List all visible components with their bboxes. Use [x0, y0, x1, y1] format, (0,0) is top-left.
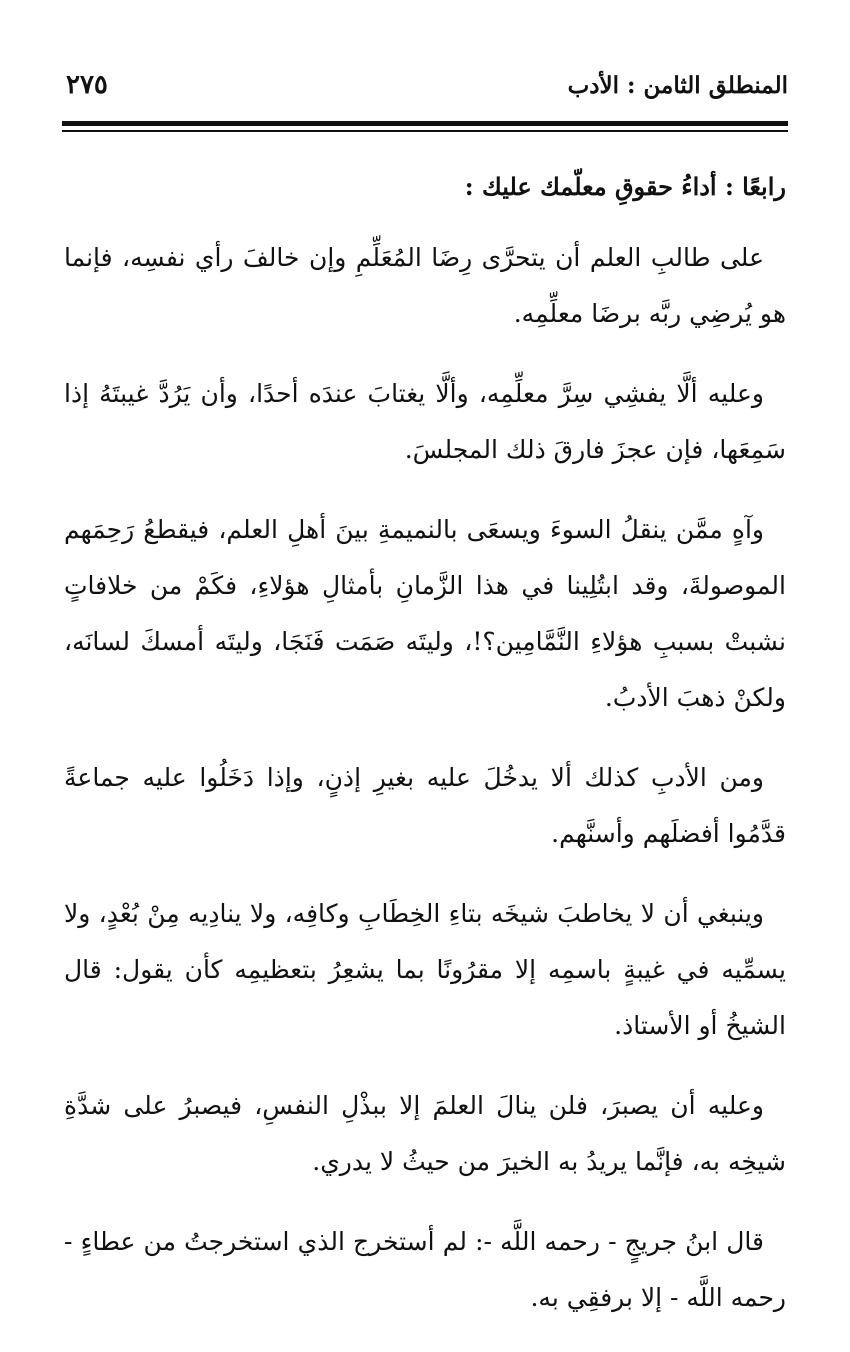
paragraph: وعليه أن يصبرَ، فلن ينالَ العلمَ إلا ببذْلِ النفسِ، فيصبرُ على شدَّةِ شيخِه به، فإنَّما يريدُ به الخيرَ من حيثُ لا يدري. — [64, 1091, 786, 1176]
paragraph: على طالبِ العلم أن يتحرَّى رِضَا المُعَلِّمِ وإن خالفَ رأي نفسِه، فإنما هو يُرضِي ربَّه برضَا معلِّمِه. — [64, 243, 786, 328]
paragraph: ومن الأدبِ كذلك ألا يدخُلَ عليه بغيرِ إذنٍ، وإذا دَخَلُوا عليه جماعةً قدَّمُوا أفضلَهم وأسنَّهم. — [64, 763, 786, 848]
paragraph: وينبغي أن لا يخاطبَ شيخَه بتاءِ الخِطَابِ وكافِه، ولا ينادِيه مِنْ بُعْدٍ، ولا يسمِّيه في غيبةٍ باسمِه إلا مقرُونًا بما يشعِرُ بتعظيمِه كأن يقول: قال الشيخُ أو الأستاذ. — [64, 899, 786, 1040]
section-heading: رابعًا : أداءُ حقوقِ معلّمك عليك : — [464, 172, 786, 201]
paragraph: وعليه ألَّا يفشِي سِرَّ معلِّمِه، وألَّا يغتابَ عندَه أحدًا، وأن يَرُدَّ غيبتَهُ إذا سَمِعَها، فإن عجزَ فارقَ ذلك المجلسَ. — [64, 379, 786, 464]
running-title: المنطلق الثامن : الأدب — [567, 71, 788, 99]
page-header — [66, 62, 788, 108]
page-number: ٢٧٥ — [66, 70, 108, 100]
header-rule-thick — [62, 121, 788, 126]
header-rule-thin — [62, 130, 788, 132]
paragraph: وآهٍ ممَّن ينقلُ السوءَ ويسعَى بالنميمةِ بينَ أهلِ العلم، فيقطعُ رَحِمَهم الموصولةَ، وقد ابتُلِينا في هذا الزَّمانِ بأمثالِ هؤلاءِ، فكَمْ من خلافاتٍ نشبتْ بسببِ هؤلاءِ النَّمَّامِين؟!، وليتَه صَمَت فَنَجَا، وليتَه أمسكَ لسانَه، ولكنْ ذهبَ الأدبُ. — [64, 515, 787, 712]
paragraph: قال ابنُ جريجٍ - رحمه اللَّه -: لم أستخرج الذي استخرجتُ من عطاءٍ - رحمه اللَّه - إلا برفقِي به. — [64, 1227, 786, 1312]
page-body — [64, 160, 786, 1350]
